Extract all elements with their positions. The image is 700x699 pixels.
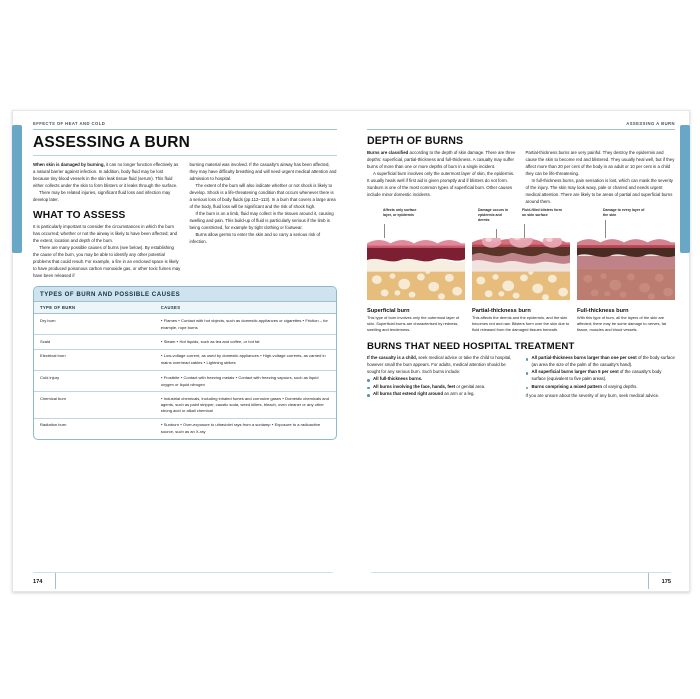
- burn-causes-cell: [155, 314, 336, 335]
- cause-text: Steam: [163, 338, 177, 344]
- diagram-partial-leader-line-1: [496, 229, 497, 238]
- burn-types-table: [33, 286, 337, 439]
- left-c1-p2: There may be related injuries, significant fluid loss and infection may develop later.: [33, 190, 171, 203]
- bullet-dot-icon: ▪: [160, 353, 164, 359]
- burn-table-th-causes: CAUSES: [155, 302, 336, 314]
- right-c1-p1-lead: Burns are classified: [367, 150, 409, 155]
- cause-text: Domestic chemicals and agents, such as paint stripper, caustic soda, weed killers, bleach, oven cleaner or any other strong acid or alkali chemical: [160, 395, 330, 414]
- burn-causes-cell: [155, 418, 336, 438]
- right-c1-p1: [367, 149, 517, 170]
- burn-type-cell: Electrical burn: [34, 349, 155, 371]
- left-c1-p3: It is particularly important to consider the circumstances in which the burn has occurred; whether or not the airway is likely to have been affected; and the extent, location and depth of the burn.: [33, 224, 178, 244]
- list-item-rest: of the casualty's body surface (equivalent to five palm areas).: [531, 369, 662, 382]
- table-row: [34, 371, 336, 392]
- skin-cross-section-partial: [472, 238, 570, 300]
- cause-text: Lightning strikes: [206, 360, 236, 366]
- diagram-superficial-label: Affects only surface layer, or epidermis: [383, 208, 417, 217]
- diagram-full-caption-text: With this type of burn, all the layers of the skin are affected; there may be some damage to nerves, fat tissue, muscles and blood vessels.: [577, 315, 667, 333]
- burn-causes-cell: [155, 371, 336, 392]
- table-row: [34, 418, 336, 438]
- list-item-rest: of varying depths.: [601, 383, 638, 389]
- left-c1-p1-rest: it can no longer function effectively as a natural barrier against infection. In addition, body fluid may be lost because tiny blood vessels in the skin leak tissue fluid (serum). This fluid either collects under the skin to form blisters or it leaks through the surface.: [33, 162, 179, 189]
- left-title-rule: [33, 155, 337, 156]
- right-c1-p2: A superficial burn involves only the outermost layer of skin, the epidermis. It usually heals well if first aid is given promptly and if blisters do not form. Sunburn is one of the most common types of superficial burn. Other causes include minor domestic incidents.: [367, 171, 515, 198]
- burn-causes-cell: [155, 392, 336, 419]
- burn-table: [34, 301, 336, 438]
- list-item: [526, 355, 676, 369]
- left-page-number-rule: [55, 573, 56, 589]
- burn-table-header-row: [34, 302, 336, 314]
- bullet-dot-icon: ▪: [235, 374, 239, 380]
- cause-text: Low-voltage current, as used by domestic appliances: [163, 353, 260, 359]
- burn-type-cell: Scald: [34, 335, 155, 350]
- diagram-superficial-caption-text: This type of burn involves only the outermost layer of skin. Superficial burns are characterised by redness, swelling and tenderness.: [367, 315, 460, 333]
- list-item-rest: of the body surface (an area the size of the palm of the casualty's hand).: [531, 355, 675, 367]
- left-page: [13, 111, 351, 591]
- right-footer-rule: [371, 572, 671, 573]
- hospital-bullets-right: [526, 355, 676, 391]
- cause-text: Flames: [163, 317, 179, 323]
- table-row: [34, 314, 336, 335]
- hospital-closing-text: If you are unsure about the severity of any burn, seek medical advice.: [525, 392, 660, 398]
- list-item-bold: All full-thickness burns.: [373, 376, 423, 382]
- list-item-bold: Burns comprising a mixed pattern: [531, 383, 602, 389]
- left-column-1: [33, 161, 181, 279]
- bullet-dot-icon: ▪: [176, 338, 180, 344]
- diagram-superficial-caption-title: Superficial burn: [367, 308, 410, 315]
- cause-text: Sunburn: [163, 422, 181, 428]
- right-running-head: ASSESSING A BURN: [626, 121, 675, 126]
- hospital-bullets-left: [367, 376, 517, 398]
- burn-table-th-type: TYPE OF BURN: [34, 302, 155, 314]
- diagram-partial-caption-text: This affects the dermis and the epidermis, and the skin becomes red and raw. Blisters form over the skin due to fluid released from the damaged tissues beneath.: [472, 315, 570, 333]
- bullet-dot-icon: ▪: [271, 422, 275, 428]
- diagram-superficial-labels: [367, 208, 465, 238]
- left-header-rule: [33, 129, 337, 130]
- skin-diagrams: [367, 208, 675, 333]
- cause-text: Hot liquids, such as tea and coffee, or hot fat: [179, 338, 260, 344]
- list-item: [367, 376, 517, 383]
- diagram-partial-caption-title: Partial-thickness burn: [472, 308, 531, 315]
- left-page-number: 174: [33, 579, 43, 585]
- diagram-partial-labels: [472, 208, 570, 238]
- burn-type-cell: Cold injury: [34, 371, 155, 392]
- hospital-columns: [367, 354, 675, 399]
- cause-text: Contact with freezing vapours, such as liquid oxygen or liquid nitrogen: [160, 374, 319, 387]
- left-columns: [33, 161, 337, 279]
- diagram-partial-thickness: [472, 208, 570, 333]
- diagram-full-thickness: [577, 208, 675, 333]
- left-c2-p3: If the burn is on a limb, fluid may collect in the tissues around it, causing swelling and pain. This build-up of fluid is particularly serious if the limb is being constricted, for example by tight clothing or footwear.: [189, 211, 334, 231]
- burn-table-title: TYPES OF BURN AND POSSIBLE CAUSES: [34, 287, 336, 301]
- list-item-rest: an arm or a leg.: [442, 390, 475, 396]
- burn-type-cell: Dry burn: [40, 317, 56, 323]
- table-row: [34, 392, 336, 419]
- right-c1-p1-rest: according to the depth of skin damage. There are three depths: superficial, partial-thickness and full-thickness. A casualty may suffer burns of more than one or more depths of burn in a single incident.: [367, 150, 516, 170]
- right-c2-p1: Partial-thickness burns are very painful. They destroy the epidermis and cause the skin to become red and blistered. They usually heal well, but if they affect more than 20 per cent of the body in an adult or 10 per cent in a child they can be life-threatening.: [525, 150, 675, 177]
- list-item-bold: All burns that extend right around: [373, 390, 443, 396]
- cause-text: Over-exposure to ultraviolet rays from a sunlamp: [183, 422, 272, 428]
- diagram-partial-label-2: Fluid-filled blisters form on skin surface: [522, 208, 562, 217]
- skin-cross-section-superficial: [367, 238, 465, 300]
- diagram-partial-leader-line-2: [524, 224, 525, 238]
- diagram-full-caption-title: Full-thickness burn: [577, 308, 629, 315]
- left-c2-p1: burning material was involved. If the casualty's airway has been affected, they may have difficulty breathing and will need urgent medical attention and admission to hospital.: [189, 162, 337, 182]
- list-item: [526, 384, 676, 391]
- burn-type-cell: Radiation burn: [34, 418, 155, 438]
- bullet-dot-icon: ▪: [160, 374, 164, 380]
- list-item-rest: or genital area.: [455, 383, 486, 389]
- right-columns: [367, 149, 675, 205]
- right-page-number-rule: [648, 573, 649, 589]
- burn-table-body: [34, 314, 336, 439]
- diagram-superficial: [367, 208, 465, 333]
- diagram-superficial-leader-line: [384, 224, 385, 238]
- burn-type-cell: Chemical burn: [34, 392, 155, 419]
- diagram-superficial-caption: [367, 308, 465, 333]
- table-row: [34, 335, 336, 350]
- book-spread: [12, 110, 690, 592]
- right-page-number: 175: [661, 579, 671, 585]
- hospital-lead-bold: If the casualty is a child,: [367, 355, 417, 361]
- bullet-dot-icon: ▪: [203, 360, 207, 366]
- list-item: [367, 391, 517, 398]
- bullet-dot-icon: ▪: [160, 338, 164, 344]
- left-footer-rule: [33, 572, 333, 573]
- cause-text: Industrial chemicals, including inhaled fumes and corrosive gases: [163, 395, 283, 401]
- burn-causes-cell: [155, 335, 336, 350]
- left-column-2: [190, 161, 338, 279]
- hospital-lead-paragraph: [367, 354, 517, 375]
- diagram-partial-label: Damage occurs in epidermis and dermis: [478, 208, 509, 222]
- table-row: [34, 349, 336, 371]
- hospital-treatment-heading: BURNS THAT NEED HOSPITAL TREATMENT: [367, 341, 575, 353]
- diagram-partial-caption: [472, 308, 570, 333]
- list-item-bold: All burns involving the face, hands, feet: [373, 383, 456, 389]
- cause-text: High-voltage currents, as carried in mains overhead cables: [160, 353, 326, 366]
- right-edge-tab: [680, 125, 690, 253]
- bullet-dot-icon: ▪: [178, 317, 182, 323]
- diagram-full-leader-line: [605, 220, 606, 238]
- burn-causes-cell: [155, 349, 336, 371]
- cause-text: Friction – for example, rope burns: [160, 317, 328, 330]
- cause-text: Contact with freezing metals: [183, 374, 236, 380]
- left-c1-p1: [33, 161, 181, 189]
- list-item: [526, 369, 676, 383]
- diagram-full-caption: [577, 308, 675, 333]
- left-edge-tab: [12, 125, 22, 253]
- list-item-bold: All partial-thickness burns larger than one per cent: [531, 355, 637, 361]
- bullet-dot-icon: ▪: [160, 317, 164, 323]
- diagram-full-label: Damage to every layer of the skin: [603, 208, 645, 217]
- bullet-dot-icon: ▪: [302, 317, 306, 323]
- right-header-rule: [367, 129, 675, 130]
- bullet-dot-icon: ▪: [180, 422, 184, 428]
- list-item-bold: All superficial burns larger than 5 per cent: [531, 369, 619, 375]
- diagram-full-labels: [577, 208, 675, 238]
- list-item: [367, 384, 517, 391]
- left-c2-p2: The extent of the burn will also indicate whether or not shock is likely to develop. Shock is a life-threatening condition that occurs whenever there is a serious loss of body fluids (pp.112–113). In a burn that covers a large area of the body, fluid loss will be significant and the risk of shock high.: [189, 183, 336, 210]
- left-what-to-assess-heading: WHAT TO ASSESS: [33, 210, 126, 222]
- right-column-2: [526, 149, 676, 205]
- right-page-title: DEPTH OF BURNS: [367, 135, 464, 147]
- left-c1-p1-lead: When skin is damaged by burning,: [33, 162, 105, 167]
- hospital-column-2: [526, 354, 676, 399]
- hospital-lead-rest: seek medical advice or take the child to hospital, however small the burn appears. For adults, medical attention should be sought for any serious burn. Such burns include:: [367, 355, 512, 375]
- left-page-title: ASSESSING A BURN: [33, 134, 191, 151]
- right-column-1: [367, 149, 517, 205]
- left-c1-p4: There are many possible causes of burns (see below). By establishing the cause of the burn, you may be able to identify any other potential problems that could result. For example, a fire in an enclosed space is likely to have produced poisonous carbon monoxide gas, or other toxic fumes may have been released if: [33, 245, 181, 279]
- bullet-dot-icon: ▪: [160, 422, 164, 428]
- bullet-dot-icon: ▪: [180, 374, 184, 380]
- cause-text: Exposure to a radioactive source, such as an X-ray: [160, 422, 321, 435]
- right-c2-p2: In full-thickness burns, pain sensation is lost, which can mask the severity of the injury. The skin may look waxy, pale or charred and needs urgent medical attention. There are likely to be areas of partial and superficial burns around them.: [525, 178, 673, 205]
- bullet-dot-icon: ▪: [282, 395, 286, 401]
- left-c2-p4: Burns allow germs to enter the skin and so carry a serious risk of infection.: [189, 232, 321, 245]
- cause-text: Contact with hot objects, such as domestic appliances or cigarettes: [181, 317, 303, 323]
- bullet-dot-icon: ▪: [160, 395, 164, 401]
- skin-cross-section-full: [577, 238, 675, 300]
- hospital-column-1: [367, 354, 517, 399]
- bullet-dot-icon: ▪: [259, 353, 263, 359]
- left-running-head: EFFECTS OF HEAT AND COLD: [33, 121, 106, 126]
- cause-text: Frostbite: [163, 374, 181, 380]
- right-page: [351, 111, 689, 591]
